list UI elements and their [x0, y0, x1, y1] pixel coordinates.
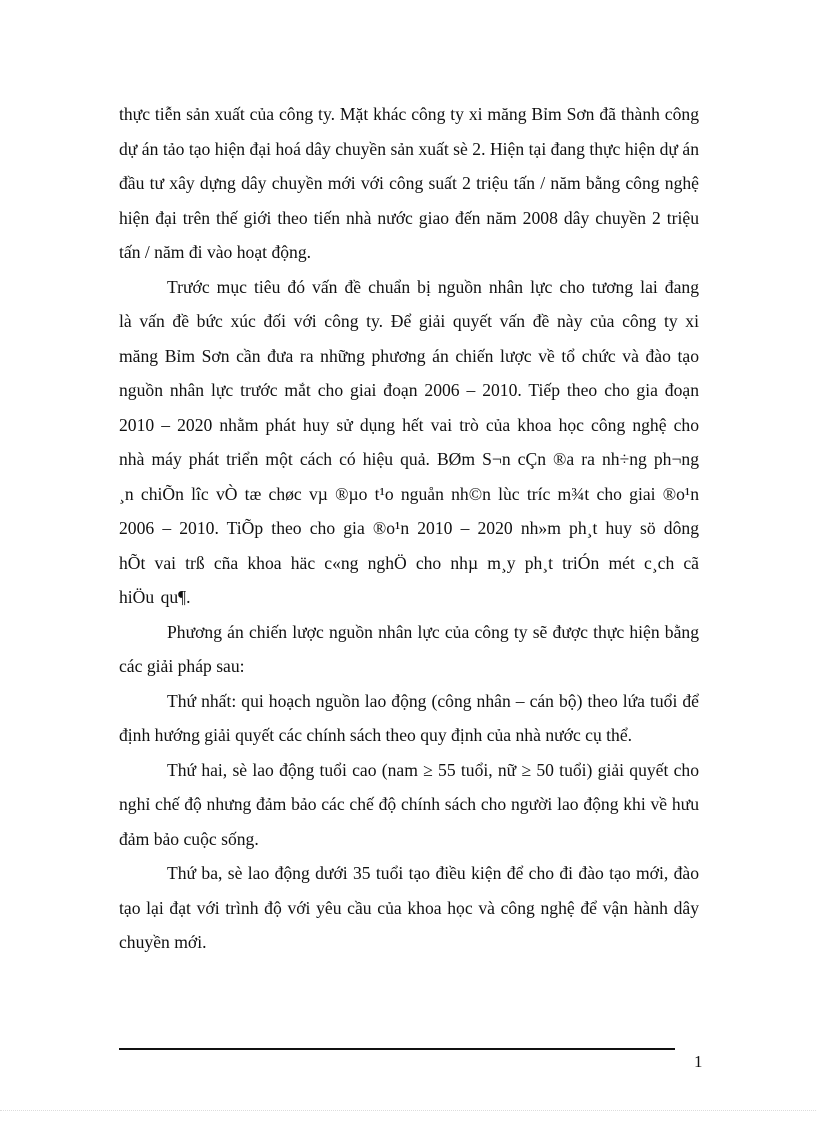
page-number: 1 [694, 1052, 703, 1071]
paragraph-6: Thứ ba, sè lao động dưới 35 tuổi tạo điều kiện để cho đi đào tạo mới, đào tạo lại đạt với trình độ với yêu cầu của khoa học và công nghệ để vận hành dây chuyền mới. [119, 863, 699, 952]
page-bottom-border [0, 1110, 816, 1111]
paragraph-2: Trước mục tiêu đó vấn đề chuẩn bị nguồn nhân lực cho tương lai đang là vấn đề bức xúc đối với công ty. Để giải quyết vấn đề này của công ty xi măng Bỉm Sơn cần đưa ra những phương án chiến lược về tổ chức và đào tạo nguồn nhân lực trước mắt cho giai đoạn 2006 – 2010. Tiếp theo cho gia đoạn 2010 – 2020 nhằm phát huy sử dụng hết vai trò của khoa học công nghệ cho nhà máy phát triển một cách có hiệu quả. BØm S¬n cÇn ®a ra nh÷ng ph¬ng ¸n chiÕn lîc vÒ tæ chøc vµ ®µo t¹o nguån nh©n lùc tríc m¾t cho giai ®o¹n 2006 – 2010. TiÕp theo cho gia ®o¹n 2010 – 2020 nh»m ph¸t huy sö dông hÕt vai trß cña khoa häc c«ng nghÖ cho nhµ m¸y ph¸t triÓn mét c¸ch cã hiÖu qu¶. [119, 276, 699, 607]
paragraph-4: Thứ nhất: qui hoạch nguồn lao động (công nhân – cán bộ) theo lứa tuổi để định hướng giải quyết các chính sách theo quy định của nhà nước cụ thể. [119, 690, 699, 745]
paragraph-1: thực tiễn sản xuất của công ty. Mặt khác công ty xi măng Bỉm Sơn đã thành công dự án tảo tạo hiện đại hoá dây chuyền sản xuất sè 2. Hiện tại đang thực hiện dự án đầu tư xây dựng dây chuyền mới với công suất 2 triệu tấn / năm bằng công nghệ hiện đại trên thế giới theo tiến nhà nước giao đến năm 2008 dây chuyền 2 triệu tấn / năm đi vào hoạt động. [119, 104, 699, 262]
paragraph-3: Phương án chiến lược nguồn nhân lực của công ty sẽ được thực hiện bằng các giải pháp sau: [119, 621, 699, 676]
paragraph-5: Thứ hai, sè lao động tuổi cao (nam ≥ 55 tuổi, nữ ≥ 50 tuổi) giải quyết cho nghỉ chế độ nhưng đảm bảo các chế độ chính sách cho người lao động khi về hưu đảm bảo cuộc sống. [119, 759, 699, 849]
body-text [119, 97, 699, 960]
footer-divider [119, 1048, 675, 1050]
